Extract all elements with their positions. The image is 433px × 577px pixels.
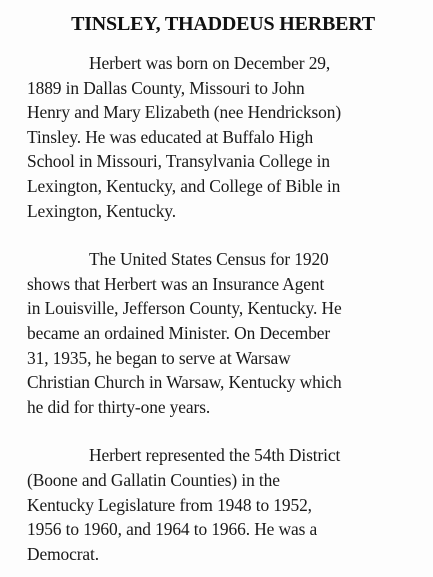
paragraph-line: Tinsley. He was educated at Buffalo High [27, 126, 314, 147]
paragraph-legislature [27, 443, 419, 566]
paragraph-census-ministry [27, 247, 419, 419]
paragraph-line: Kentucky Legislature from 1948 to 1952, [27, 494, 312, 515]
paragraph-line: Herbert represented the 54th District [89, 445, 341, 466]
paragraph-line: Lexington, Kentucky. [27, 200, 177, 221]
paragraph-line: 31, 1935, he began to serve at Warsaw [27, 347, 291, 368]
paragraph-line: The United States Census for 1920 [89, 249, 329, 270]
paragraph-birth-education [27, 51, 419, 223]
paragraph-line: 1889 in Dallas County, Missouri to John [27, 77, 305, 98]
paragraph-line: became an ordained Minister. On December [27, 322, 331, 343]
paragraph-line: Henry and Mary Elizabeth (nee Hendrickson) [27, 102, 342, 123]
paragraph-line: shows that Herbert was an Insurance Agent [27, 273, 325, 294]
paragraph-line: Herbert was born on December 29, [89, 53, 331, 73]
paragraph-line: in Louisville, Jefferson County, Kentucky. He [27, 298, 342, 319]
paragraph-line: (Boone and Gallatin Counties) in the [27, 469, 280, 490]
paragraph-line: Lexington, Kentucky, and College of Bible in [27, 175, 341, 196]
paragraph-line: Christian Church in Warsaw, Kentucky which [27, 372, 342, 393]
paragraph-line: 1956 to 1960, and 1964 to 1966. He was a [27, 519, 318, 540]
paragraph-spacer [27, 419, 419, 443]
paragraph-line: Democrat. [27, 543, 100, 564]
document-title: TINSLEY, THADDEUS HERBERT [71, 13, 375, 35]
paragraph-line: School in Missouri, Transylvania College in [27, 151, 330, 172]
paragraph-spacer [27, 223, 419, 247]
paragraph-line: he did for thirty-one years. [27, 396, 211, 417]
